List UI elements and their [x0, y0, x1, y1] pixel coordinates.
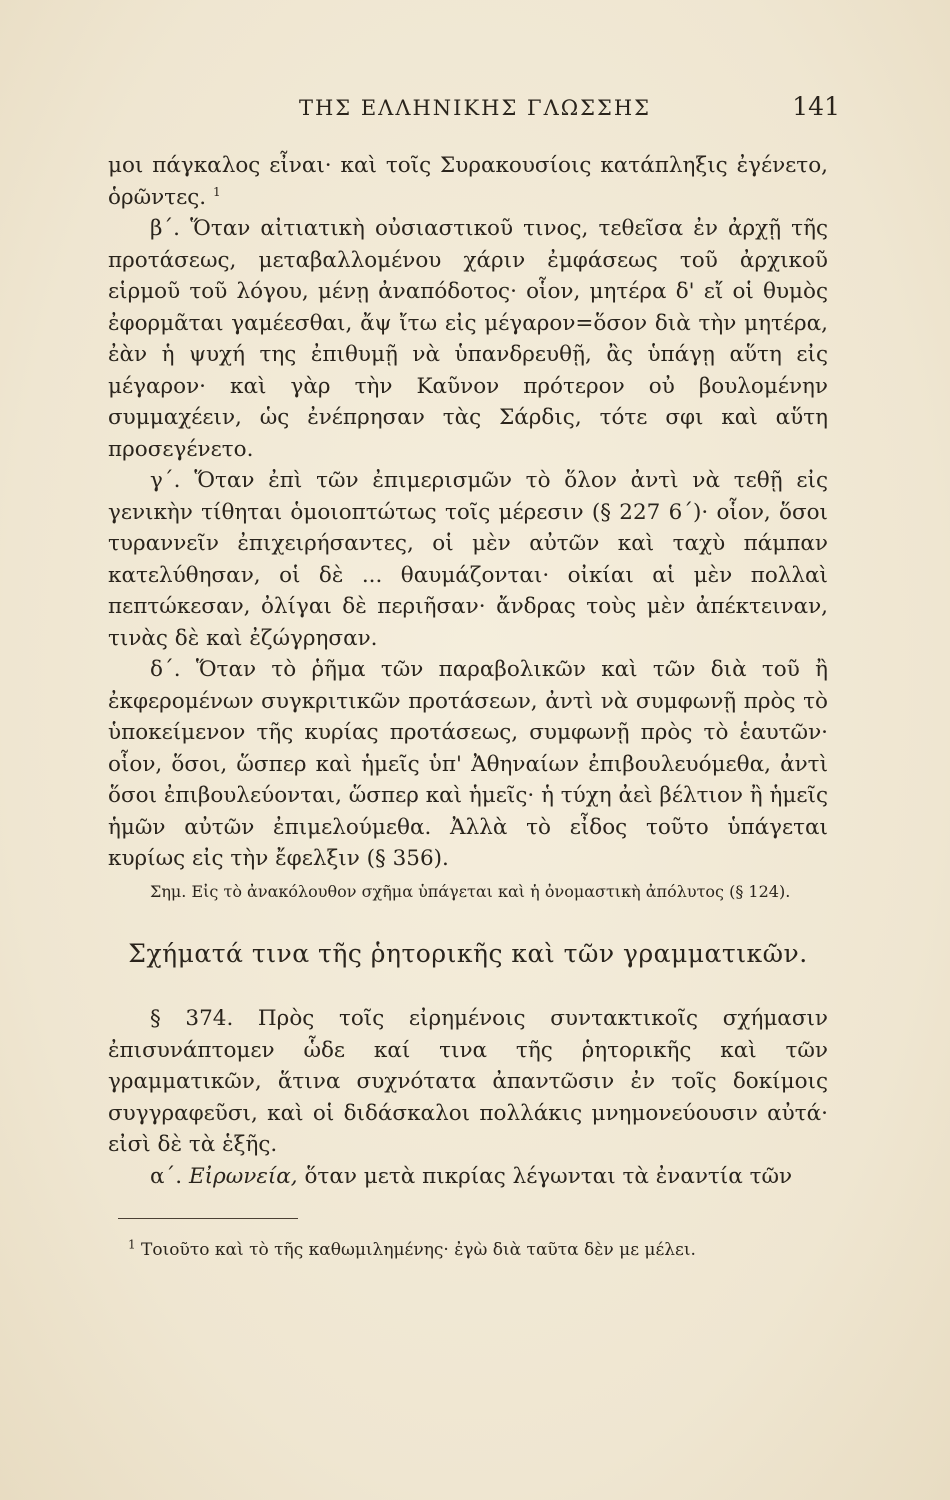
- paragraph-374: § 374. Πρὸς τοῖς εἰρημένοις συντακτικοῖς σχήμασιν ἐπισυνάπτομεν ὧδε καί τινα τῆς ῥητορικῆς καὶ τῶν γραμματικῶν, ἅτινα συχνότατα ἀπαντῶσιν ἐν τοῖς δοκίμοις συγγραφεῦσι, καὶ οἱ διδάσκαλοι πολλάκις μνημονεύουσιν αὐτά· εἰσὶ δὲ τὰ ἑξῆς.: [108, 1006, 828, 1157]
- page-body: [108, 150, 828, 1263]
- note-paragraph: Σημ. Εἰς τὸ ἀνακόλουθον σχῆμα ὑπάγεται καὶ ἡ ὀνομαστικὴ ἀπόλυτος (§ 124).: [150, 881, 791, 901]
- item-term: Εἰρωνεία,: [188, 1163, 298, 1189]
- paragraph-delta: δ΄. Ὅταν τὸ ῥῆμα τῶν παραβολικῶν καὶ τῶν διὰ τοῦ ἢ ἐκφερομένων συγκριτικῶν προτάσεων, ἀντὶ νὰ συμφωνῇ πρὸς τὸ ὑποκείμενον τῆς κυρίας προτάσεως, συμφωνῇ πρὸς τὸ ἑαυτῶν· οἷον, ὅσοι, ὥσπερ καὶ ἡμεῖς ὑπ' Ἀθηναίων ἐπιβουλευόμεθα, ἀντὶ ὅσοι ἐπιβουλεύονται, ὥσπερ καὶ ἡμεῖς· ἡ τύχη ἀεὶ βέλτιον ἢ ἡμεῖς ἡμῶν αὐτῶν ἐπιμελούμεθα. Ἀλλὰ τὸ εἶδος τοῦτο ὑπάγεται κυρίως εἰς τὴν ἔφελξιν (§ 356).: [108, 657, 828, 871]
- footnote-text: Τοιοῦτο καὶ τὸ τῆς καθωμιλημένης· ἐγὼ διὰ ταῦτα δὲν με μέλει.: [141, 1240, 696, 1260]
- paragraph-gamma: γ΄. Ὅταν ἐπὶ τῶν ἐπιμερισμῶν τὸ ὅλον ἀντὶ νὰ τεθῇ εἰς γενικὴν τίθηται ὁμοιοπτώτως τοῖς μέρεσιν (§ 227 6΄)· οἷον, ὅσοι τυραννεῖν ἐπιχειρήσαντες, οἱ μὲν αὐτῶν καὶ ταχὺ πάμπαν κατελύθησαν, οἱ δὲ ... θαυμάζονται· οἰκίαι αἱ μὲν πολλαὶ πεπτώκεσαν, ὀλίγαι δὲ περιῆσαν· ἄνδρας τοὺς μὲν ἀπέκτειναν, τινὰς δὲ καὶ ἐζώγρησαν.: [108, 468, 828, 651]
- footnote: [108, 1237, 828, 1263]
- paragraph-alpha: [108, 1161, 828, 1193]
- footnote-divider: [118, 1218, 298, 1219]
- item-text: ὅταν μετὰ πικρίας λέγωνται τὰ ἐναντία τῶν: [304, 1163, 793, 1189]
- item-label: α΄.: [150, 1163, 183, 1189]
- footnote-reference: 1: [212, 184, 221, 199]
- paragraph-continuation: [108, 150, 828, 213]
- paragraph-text: μοι πάγκαλος εἶναι· καὶ τοῖς Συρακουσίοις κατάπληξις ἐγένετο, ὁρῶντες.: [108, 153, 828, 210]
- footnote-marker: 1: [128, 1237, 136, 1252]
- section-heading: Σχήματά τινα τῆς ῥητορικῆς καὶ τῶν γραμματικῶν.: [128, 938, 808, 968]
- page-header: [110, 92, 840, 128]
- page-number: 141: [792, 92, 840, 121]
- running-head: ΤΗΣ ΕΛΛΗΝΙΚΗΣ ΓΛΩΣΣΗΣ: [298, 96, 652, 120]
- paragraph-beta: β΄. Ὅταν αἰτιατικὴ οὐσιαστικοῦ τινος, τεθεῖσα ἐν ἀρχῇ τῆς προτάσεως, μεταβαλλομένου χάριν ἐμφάσεως τοῦ ἀρχικοῦ εἱρμοῦ τοῦ λόγου, μένῃ ἀναπόδοτος· οἷον, μητέρα δ' εἴ οἱ θυμὸς ἐφορμᾶται γαμέεσθαι, ἄψ ἴτω εἰς μέγαρον=ὅσον διὰ τὴν μητέρα, ἐὰν ἡ ψυχή της ἐπιθυμῇ νὰ ὑπανδρευθῇ, ἂς ὑπάγῃ αὕτη εἰς μέγαρον· καὶ γὰρ τὴν Καῦνον πρότερον οὐ βουλομένην συμμαχέειν, ὡς ἐνέπρησαν τὰς Σάρδις, τότε σφι καὶ αὕτη προσεγένετο.: [108, 216, 828, 462]
